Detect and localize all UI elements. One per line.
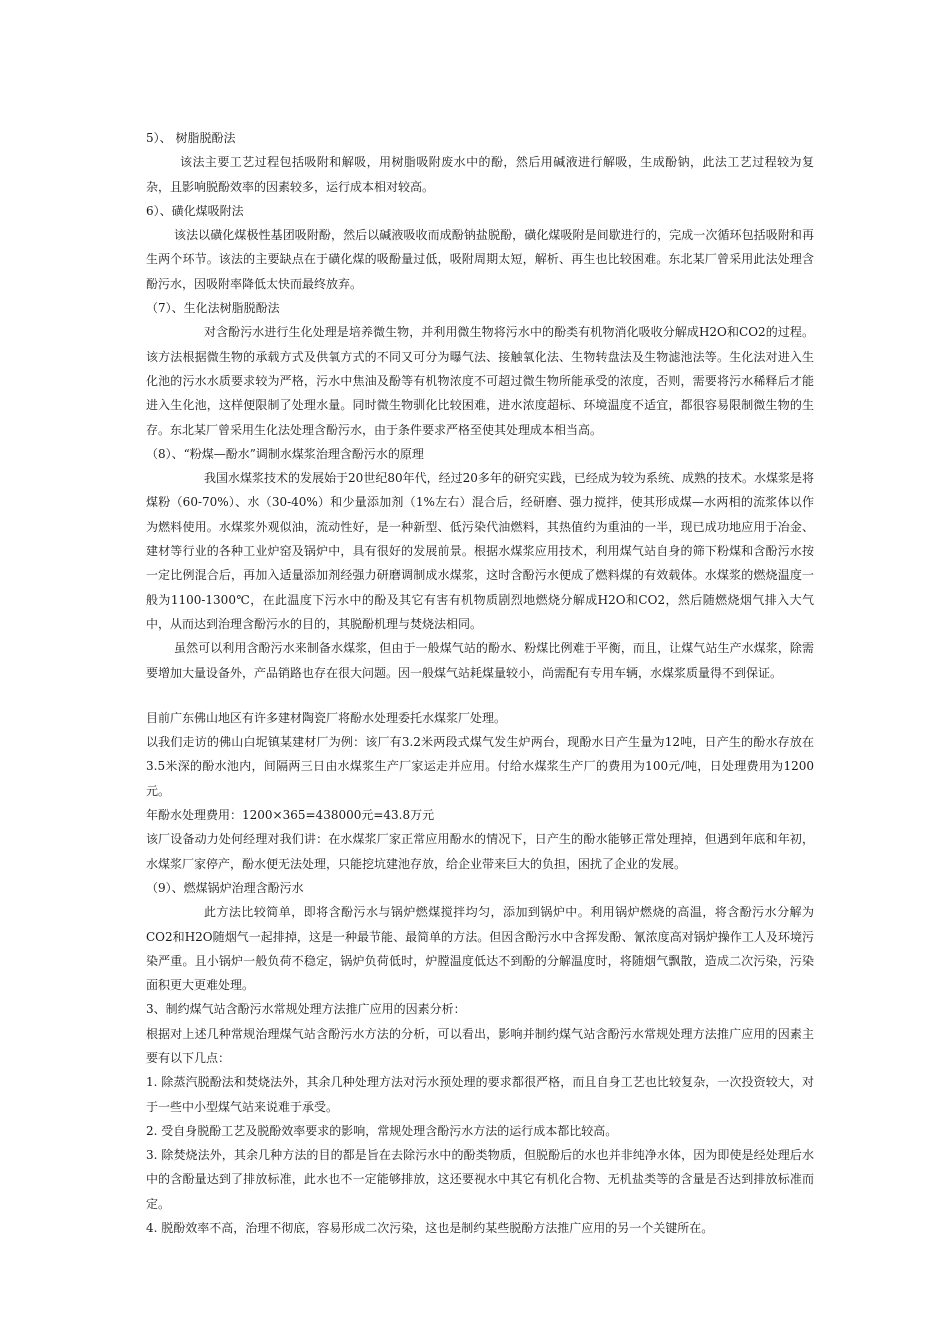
paragraph-gap: [146, 685, 814, 706]
paragraph-biochemical: 对含酚污水进行生化处理是培养微生物，并利用微生物将污水中的酚类有机物消化吸收分解成H2O和CO2的过程。该方法根据微生物的承载方式及供氧方式的不同又可分为曝气法、接触氧化法、生物转盘法及生物滤池法等。生化法对进入生化池的污水水质要求较为严格，污水中焦油及酚等有机物浓度不可超过微生物所能承受的浓度，否则，需要将污水稀释后才能进入生化池，这样便限制了处理水量。同时微生物驯化比较困难，进水浓度超标、环境温度不适宜，都很容易限制微生物的生存。东北某厂曾采用生化法处理含酚污水，由于条件要求严格至使其处理成本相当高。: [146, 325, 814, 437]
list-item-4: 4. 脱酚效率不高，治理不彻底，容易形成二次污染，这也是制约某些脱酚方法推广应用的另一个关键所在。: [146, 1221, 714, 1236]
section-heading-5: 5）、 树脂脱酚法: [146, 131, 236, 145]
list-item-3: 3. 除焚烧法外，其余几种方法的目的都是旨在去除污水中的酚类物质，但脱酚后的水也并非纯净水体，因为即使是经处理后水中的含酚量达到了排放标准，此水也不一定能够排放，这还要视水中其它有机化合物、无机盐类等的含量是否达到排放标准而定。: [146, 1148, 814, 1211]
list-item-2: 2. 受自身脱酚工艺及脱酚效率要求的影响，常规处理含酚污水方法的运行成本都比较高。: [146, 1123, 618, 1138]
paragraph-factors-intro: 根据对上述几种常规治理煤气站含酚污水方法的分析，可以看出，影响并制约煤气站含酚污水常规处理方法推广应用的因素主要有以下几点：: [146, 1026, 814, 1065]
paragraph-resin-dephenol: 该法主要工艺过程包括吸附和解吸，用树脂吸附废水中的酚，然后用碱液进行解吸，生成酚钠，此法工艺过程较为复杂，且影响脱酚效率的因素较多，运行成本相对较高。: [146, 155, 814, 194]
section-heading-6: 6）、磺化煤吸附法: [146, 203, 244, 218]
section-heading-9: （9）、燃煤锅炉治理含酚污水: [146, 880, 304, 895]
paragraph-coal-water-slurry-2: 虽然可以利用含酚污水来制备水煤浆，但由于一般煤气站的酚水、粉煤比例难于平衡，而且，让煤气站生产水煤浆，除需要增加大量设备外，产品销路也存在很大问题。因一般煤气站耗煤量较小，尚需配有专用车辆，水煤浆质量得不到保证。: [146, 641, 814, 680]
paragraph-manager-quote: 该厂设备动力处何经理对我们讲：在水煤浆厂家正常应用酚水的情况下，日产生的酚水能够正常处理掉，但遇到年底和年初，水煤浆厂家停产，酚水便无法处理，只能挖坑建池存放，给企业带来巨大的负担，困扰了企业的发展。: [146, 832, 814, 871]
paragraph-sulfonated-coal: 该法以磺化煤极性基团吸附酚，然后以碱液吸收而成酚钠盐脱酚，磺化煤吸附是间歇进行的，完成一次循环包括吸附和再生两个环节。该法的主要缺点在于磺化煤的吸酚量过低，吸附周期太短，解析、再生也比较困难。东北某厂曾采用此法处理含酚污水，因吸附率降低太快而最终放弃。: [146, 228, 814, 291]
section-heading-7: （7）、生化法树脂脱酚法: [146, 301, 280, 316]
list-item-1: 1. 除蒸汽脱酚法和焚烧法外，其余几种处理方法对污水预处理的要求都很严格，而且自身工艺也比较复杂，一次投资较大，对于一些中小型煤气站来说难于承受。: [146, 1075, 814, 1114]
paragraph-boiler: 此方法比较简单，即将含酚污水与锅炉燃煤搅拌均匀，添加到锅炉中。利用锅炉燃烧的高温，将含酚污水分解为CO2和H2O随烟气一起排掉，这是一种最节能、最简单的方法。但因含酚污水中含挥发酚、氰浓度高对锅炉操作工人及环境污染严重。且小锅炉一般负荷不稳定，锅炉负荷低时，炉膛温度低达不到酚的分解温度时，将随烟气飘散，造成二次污染，污染面积更大更难处理。: [146, 905, 814, 993]
paragraph-foshan-example: 以我们走访的佛山白坭镇某建材厂为例：该厂有3.2米两段式煤气发生炉两台，现酚水日产生量为12吨，日产生的酚水存放在3.5米深的酚水池内，间隔两三日由水煤浆生产厂家运走并应用。付给水煤浆生产厂的费用为100元/吨，日处理费用为1200元。: [146, 735, 814, 798]
paragraph-annual-cost: 年酚水处理费用：1200×365=438000元=43.8万元: [146, 808, 435, 823]
paragraph-foshan-intro: 目前广东佛山地区有许多建材陶瓷厂将酚水处理委托水煤浆厂处理。: [146, 710, 507, 725]
section-heading-3: 3、制约煤气站含酚污水常规处理方法推广应用的因素分析：: [146, 1002, 466, 1017]
document-page: [146, 126, 814, 1240]
paragraph-coal-water-slurry-1: 我国水煤浆技术的发展始于20世纪80年代，经过20多年的研究实践，已经成为较为系统、成熟的技术。水煤浆是将煤粉（60-70%）、水（30-40%）和少量添加剂（1%左右）混合后，经研磨、强力搅拌，使其形成煤—水两相的流浆体以作为燃料使用。水煤浆外观似油，流动性好，是一种新型、低污染代油燃料，其热值约为重油的一半，现已成功地应用于冶金、建材等行业的各种工业炉窑及锅炉中，具有很好的发展前景。根据水煤浆应用技术，利用煤气站自身的筛下粉煤和含酚污水按一定比例混合后，再加入适量添加剂经强力研磨调制成水煤浆，这时含酚污水便成了燃料煤的有效载体。水煤浆的燃烧温度一般为1100-1300℃，在此温度下污水中的酚及其它有害有机物质剧烈地燃烧分解成H2O和CO2，然后随燃烧烟气排入大气中，从而达到治理含酚污水的目的，其脱酚机理与焚烧法相同。: [146, 471, 814, 631]
section-heading-8: （8）、“粉煤—酚水”调制水煤浆治理含酚污水的原理: [146, 446, 424, 461]
